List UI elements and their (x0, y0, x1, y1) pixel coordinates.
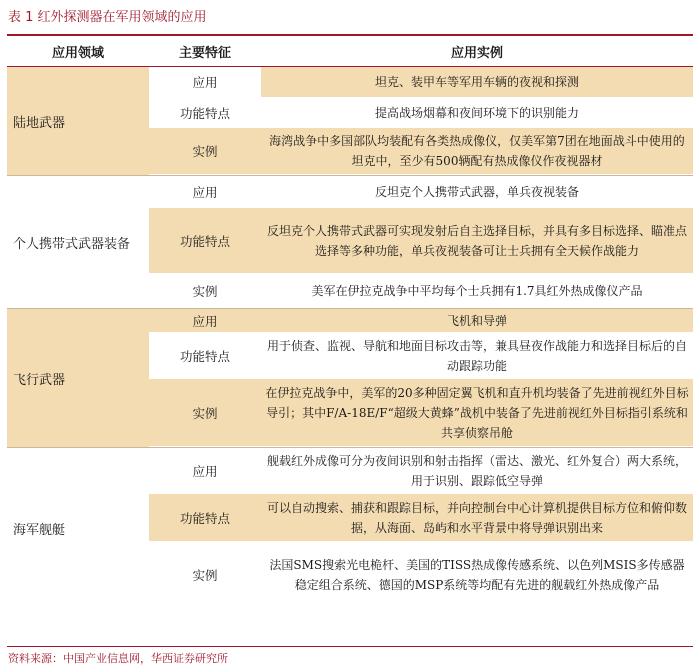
table-row (149, 274, 693, 308)
row-value: 坦克、装甲车等军用车辆的夜视和探测 (261, 67, 693, 97)
table-row (149, 98, 693, 128)
section-label: 飞行武器 (7, 309, 149, 447)
row-value: 在伊拉克战争中，美军的20多种固定翼飞机和直升机均装备了先进前视红外目标导引；其中F/A-18E/F“超级大黄蜂”战机中装备了先进前视红外目标指引系统和共享侦察吊舱 (265, 385, 689, 440)
row-key: 实例 (192, 144, 218, 159)
row-key: 实例 (192, 405, 218, 421)
row-value: 反坦克个人携带式武器，单兵夜视装备 (374, 184, 579, 199)
military-application-table (7, 36, 693, 608)
row-key: 功能特点 (179, 348, 230, 364)
row-value: 舰载红外成像可分为夜间识别和射击指挥（雷达、激光、红外复合）两大系统，用于识别、跟踪低空导弹 (266, 453, 687, 488)
table-row (149, 176, 693, 208)
section-flight-weapons (7, 309, 693, 447)
section-rows (149, 448, 693, 608)
section-rows (149, 176, 693, 308)
row-key: 实例 (192, 283, 218, 299)
row-key: 应用 (192, 75, 218, 90)
section-land-weapons (7, 67, 693, 175)
section-label: 个人携带式武器装备 (7, 176, 149, 308)
table-header (7, 36, 693, 66)
row-key: 应用 (192, 463, 218, 479)
table-row (149, 542, 693, 608)
footer-rule (7, 646, 693, 647)
section-personal-weapons (7, 176, 693, 308)
row-key: 功能特点 (179, 105, 230, 121)
table-row (149, 494, 693, 542)
table-row (149, 67, 693, 98)
source-note: 资料来源：中国产业信息网，华西证券研究所 (8, 652, 228, 665)
header-bottom-rule (7, 66, 693, 67)
row-key: 功能特点 (179, 233, 230, 249)
header-application-field: 应用领域 (51, 45, 104, 61)
header-main-features: 主要特征 (178, 45, 231, 61)
table-row (149, 448, 693, 494)
table-row (149, 379, 693, 447)
row-key: 应用 (192, 184, 218, 200)
row-value: 海湾战争中多国部队均装配有各类热成像仪，仅美军第7团在地面战斗中使用的坦克中，至少有500辆配有热成像仪作夜视器材 (269, 134, 685, 168)
section-naval-vessels (7, 448, 693, 608)
table-row (149, 128, 693, 175)
section-label: 陆地武器 (7, 67, 149, 175)
header-application-examples: 应用实例 (450, 45, 503, 61)
table-title: 表 1 红外探测器在军用领域的应用 (8, 10, 207, 25)
table-row (149, 309, 693, 333)
row-key: 功能特点 (179, 510, 230, 526)
row-key: 实例 (192, 567, 218, 583)
row-value: 用于侦查、监视、导航和地面目标攻击等，兼具昼夜作战能力和选择目标后的自动跟踪功能 (266, 338, 687, 373)
row-value: 可以自动搜索、捕获和跟踪目标，并向控制台中心计算机提供目标方位和俯仰数据，从海面、岛屿和水平背景中将导弹识别出来 (266, 500, 687, 535)
row-value: 飞机和导弹 (446, 313, 507, 328)
row-value: 美军在伊拉克战争中平均每个士兵拥有1.7具红外热成像仪产品 (311, 283, 643, 298)
section-rows (149, 67, 693, 175)
row-key: 应用 (192, 313, 218, 329)
row-value: 提高战场烟幕和夜间环境下的识别能力 (374, 105, 579, 120)
row-value: 反坦克个人携带式武器可实现发射后自主选择目标，并具有多目标选择、瞄准点选择等多种功能，单兵夜视装备可让士兵拥有全天候作战能力 (266, 223, 687, 258)
section-label: 海军舰艇 (7, 448, 149, 608)
section-rows (149, 309, 693, 447)
table-row (149, 208, 693, 274)
row-value: 法国SMS搜索光电桅杆、美国的TISS热成像传感系统、以色列MSIS多传感器稳定组合系统、德国的MSP系统等均配有先进的舰载红外热成像产品 (269, 557, 685, 592)
table-row (149, 333, 693, 379)
